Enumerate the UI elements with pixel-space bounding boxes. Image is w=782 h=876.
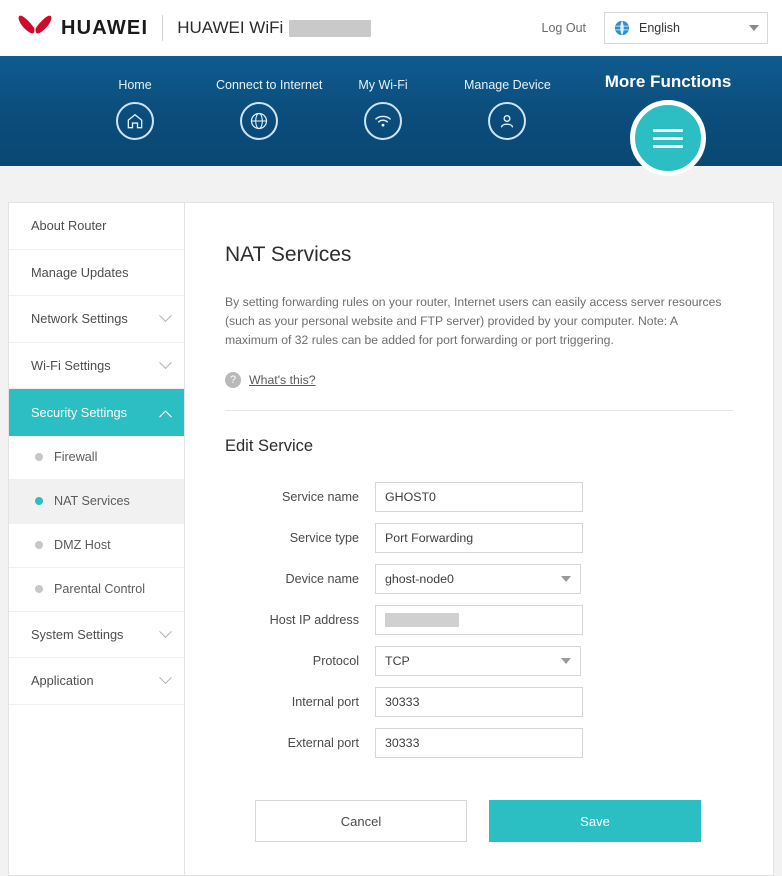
language-value: English xyxy=(639,21,680,35)
sidebar-subitem-label: Parental Control xyxy=(54,582,146,596)
internal-port-input[interactable] xyxy=(375,687,583,717)
device-title xyxy=(177,18,371,38)
sidebar-subitem-parental-control[interactable] xyxy=(9,568,184,612)
chevron-down-icon xyxy=(159,310,172,323)
divider xyxy=(162,15,163,41)
sidebar-item-label: About Router xyxy=(31,218,107,234)
nav-item-label: My Wi-Fi xyxy=(358,78,408,92)
nav-item-home[interactable] xyxy=(92,56,178,140)
edit-service-form xyxy=(225,482,733,842)
field-label: Service name xyxy=(282,490,359,504)
field-label: Device name xyxy=(285,572,359,586)
globe-icon xyxy=(240,102,278,140)
form-actions xyxy=(225,800,733,842)
language-selector[interactable] xyxy=(604,12,768,44)
whats-this-link[interactable] xyxy=(225,372,733,388)
sidebar-subitem-firewall[interactable] xyxy=(9,436,184,480)
external-port-input[interactable] xyxy=(375,728,583,758)
sidebar-item-system-settings[interactable] xyxy=(9,612,184,659)
field-label: Internal port xyxy=(291,695,359,709)
sidebar xyxy=(8,202,184,876)
top-bar xyxy=(0,0,782,56)
sidebar-item-application[interactable] xyxy=(9,658,184,705)
form-row-protocol xyxy=(225,646,733,676)
page-body xyxy=(0,166,782,876)
nav-item-manage-device[interactable] xyxy=(464,56,550,140)
sidebar-subitem-label: NAT Services xyxy=(54,494,130,508)
sidebar-subitem-nat-services[interactable] xyxy=(9,480,184,524)
sidebar-item-label: Application xyxy=(31,673,94,689)
chevron-up-icon xyxy=(159,410,172,423)
field-label: Host IP address xyxy=(269,613,359,627)
globe-icon xyxy=(613,19,631,37)
chevron-down-icon xyxy=(159,356,172,369)
field-label: Protocol xyxy=(312,654,359,668)
form-row-service-name xyxy=(225,482,733,512)
page-title: NAT Services xyxy=(225,243,352,266)
section-divider xyxy=(225,410,733,411)
sidebar-item-label: Wi-Fi Settings xyxy=(31,357,111,373)
sidebar-item-about-router[interactable] xyxy=(9,203,184,250)
device-title-redaction xyxy=(289,20,371,37)
hamburger-bar xyxy=(653,137,683,140)
device-title-text: HUAWEI WiFi xyxy=(177,18,284,37)
field-value: 30333 xyxy=(385,695,420,709)
field-value: GHOST0 xyxy=(385,490,436,504)
sidebar-item-manage-updates[interactable] xyxy=(9,250,184,297)
hamburger-bar xyxy=(653,145,683,148)
content-panel xyxy=(184,202,774,876)
sidebar-item-network-settings[interactable] xyxy=(9,296,184,343)
main-nav xyxy=(0,56,782,166)
nav-item-connect-to-internet[interactable] xyxy=(216,56,323,140)
huawei-logo-icon xyxy=(18,14,52,42)
question-mark-icon: ? xyxy=(225,372,241,388)
sidebar-item-label: Security Settings xyxy=(31,404,128,420)
bullet-icon xyxy=(35,585,43,593)
bullet-icon xyxy=(35,453,43,461)
field-value: ghost-node0 xyxy=(385,572,454,586)
field-label: External port xyxy=(287,736,359,750)
nav-item-label: More Functions xyxy=(604,72,732,91)
chevron-down-icon xyxy=(561,658,571,664)
nav-item-my-wifi[interactable] xyxy=(340,56,426,140)
sidebar-item-label: Network Settings xyxy=(31,311,128,327)
sidebar-item-label: System Settings xyxy=(31,626,124,642)
sidebar-item-security-settings[interactable] xyxy=(9,389,184,436)
host-ip-redaction xyxy=(385,613,459,627)
page-description: By setting forwarding rules on your router, Internet users can easily access server resources (such as your personal website and FTP server) provided by your computer. Note: A maximum of 32 rules can be added for port forwarding or port triggering. xyxy=(225,295,722,347)
chevron-down-icon xyxy=(159,625,172,638)
nav-items xyxy=(0,56,782,166)
form-row-external-port xyxy=(225,728,733,758)
hamburger-icon[interactable] xyxy=(630,100,706,176)
service-type-input[interactable] xyxy=(375,523,583,553)
sidebar-item-wifi-settings[interactable] xyxy=(9,343,184,390)
form-row-service-type xyxy=(225,523,733,553)
nav-item-label: Home xyxy=(118,78,152,92)
field-value: TCP xyxy=(385,654,410,668)
chevron-down-icon xyxy=(561,576,571,582)
hamburger-bar xyxy=(653,129,683,132)
chevron-down-icon xyxy=(159,672,172,685)
host-ip-address-input[interactable] xyxy=(375,605,583,635)
home-icon xyxy=(116,102,154,140)
nav-item-more-functions[interactable] xyxy=(588,56,748,176)
sidebar-subitem-dmz-host[interactable] xyxy=(9,524,184,568)
whats-this-label: What's this? xyxy=(249,373,316,387)
user-icon xyxy=(488,102,526,140)
device-name-select[interactable] xyxy=(375,564,581,594)
logout-button[interactable]: Log Out xyxy=(541,21,586,35)
wifi-icon xyxy=(364,102,402,140)
top-bar-right xyxy=(542,12,768,44)
section-title: Edit Service xyxy=(225,437,314,455)
nav-item-label: Connect to Internet xyxy=(216,78,323,92)
field-value: Port Forwarding xyxy=(385,531,474,545)
protocol-select[interactable] xyxy=(375,646,581,676)
bullet-icon xyxy=(35,497,43,505)
brand-name: HUAWEI xyxy=(61,16,149,39)
chevron-down-icon xyxy=(749,25,759,31)
sidebar-item-label: Manage Updates xyxy=(31,264,129,280)
cancel-button[interactable]: Cancel xyxy=(255,800,467,842)
brand xyxy=(18,14,148,42)
bullet-icon xyxy=(35,541,43,549)
sidebar-subitem-label: DMZ Host xyxy=(54,538,111,552)
field-label: Service type xyxy=(289,531,359,545)
save-button[interactable]: Save xyxy=(489,800,701,842)
field-value: 30333 xyxy=(385,736,420,750)
form-row-internal-port xyxy=(225,687,733,717)
form-row-device-name xyxy=(225,564,733,594)
service-name-input[interactable] xyxy=(375,482,583,512)
sidebar-subitem-label: Firewall xyxy=(54,450,98,464)
form-row-host-ip-address xyxy=(225,605,733,635)
nav-item-label: Manage Device xyxy=(464,78,551,92)
